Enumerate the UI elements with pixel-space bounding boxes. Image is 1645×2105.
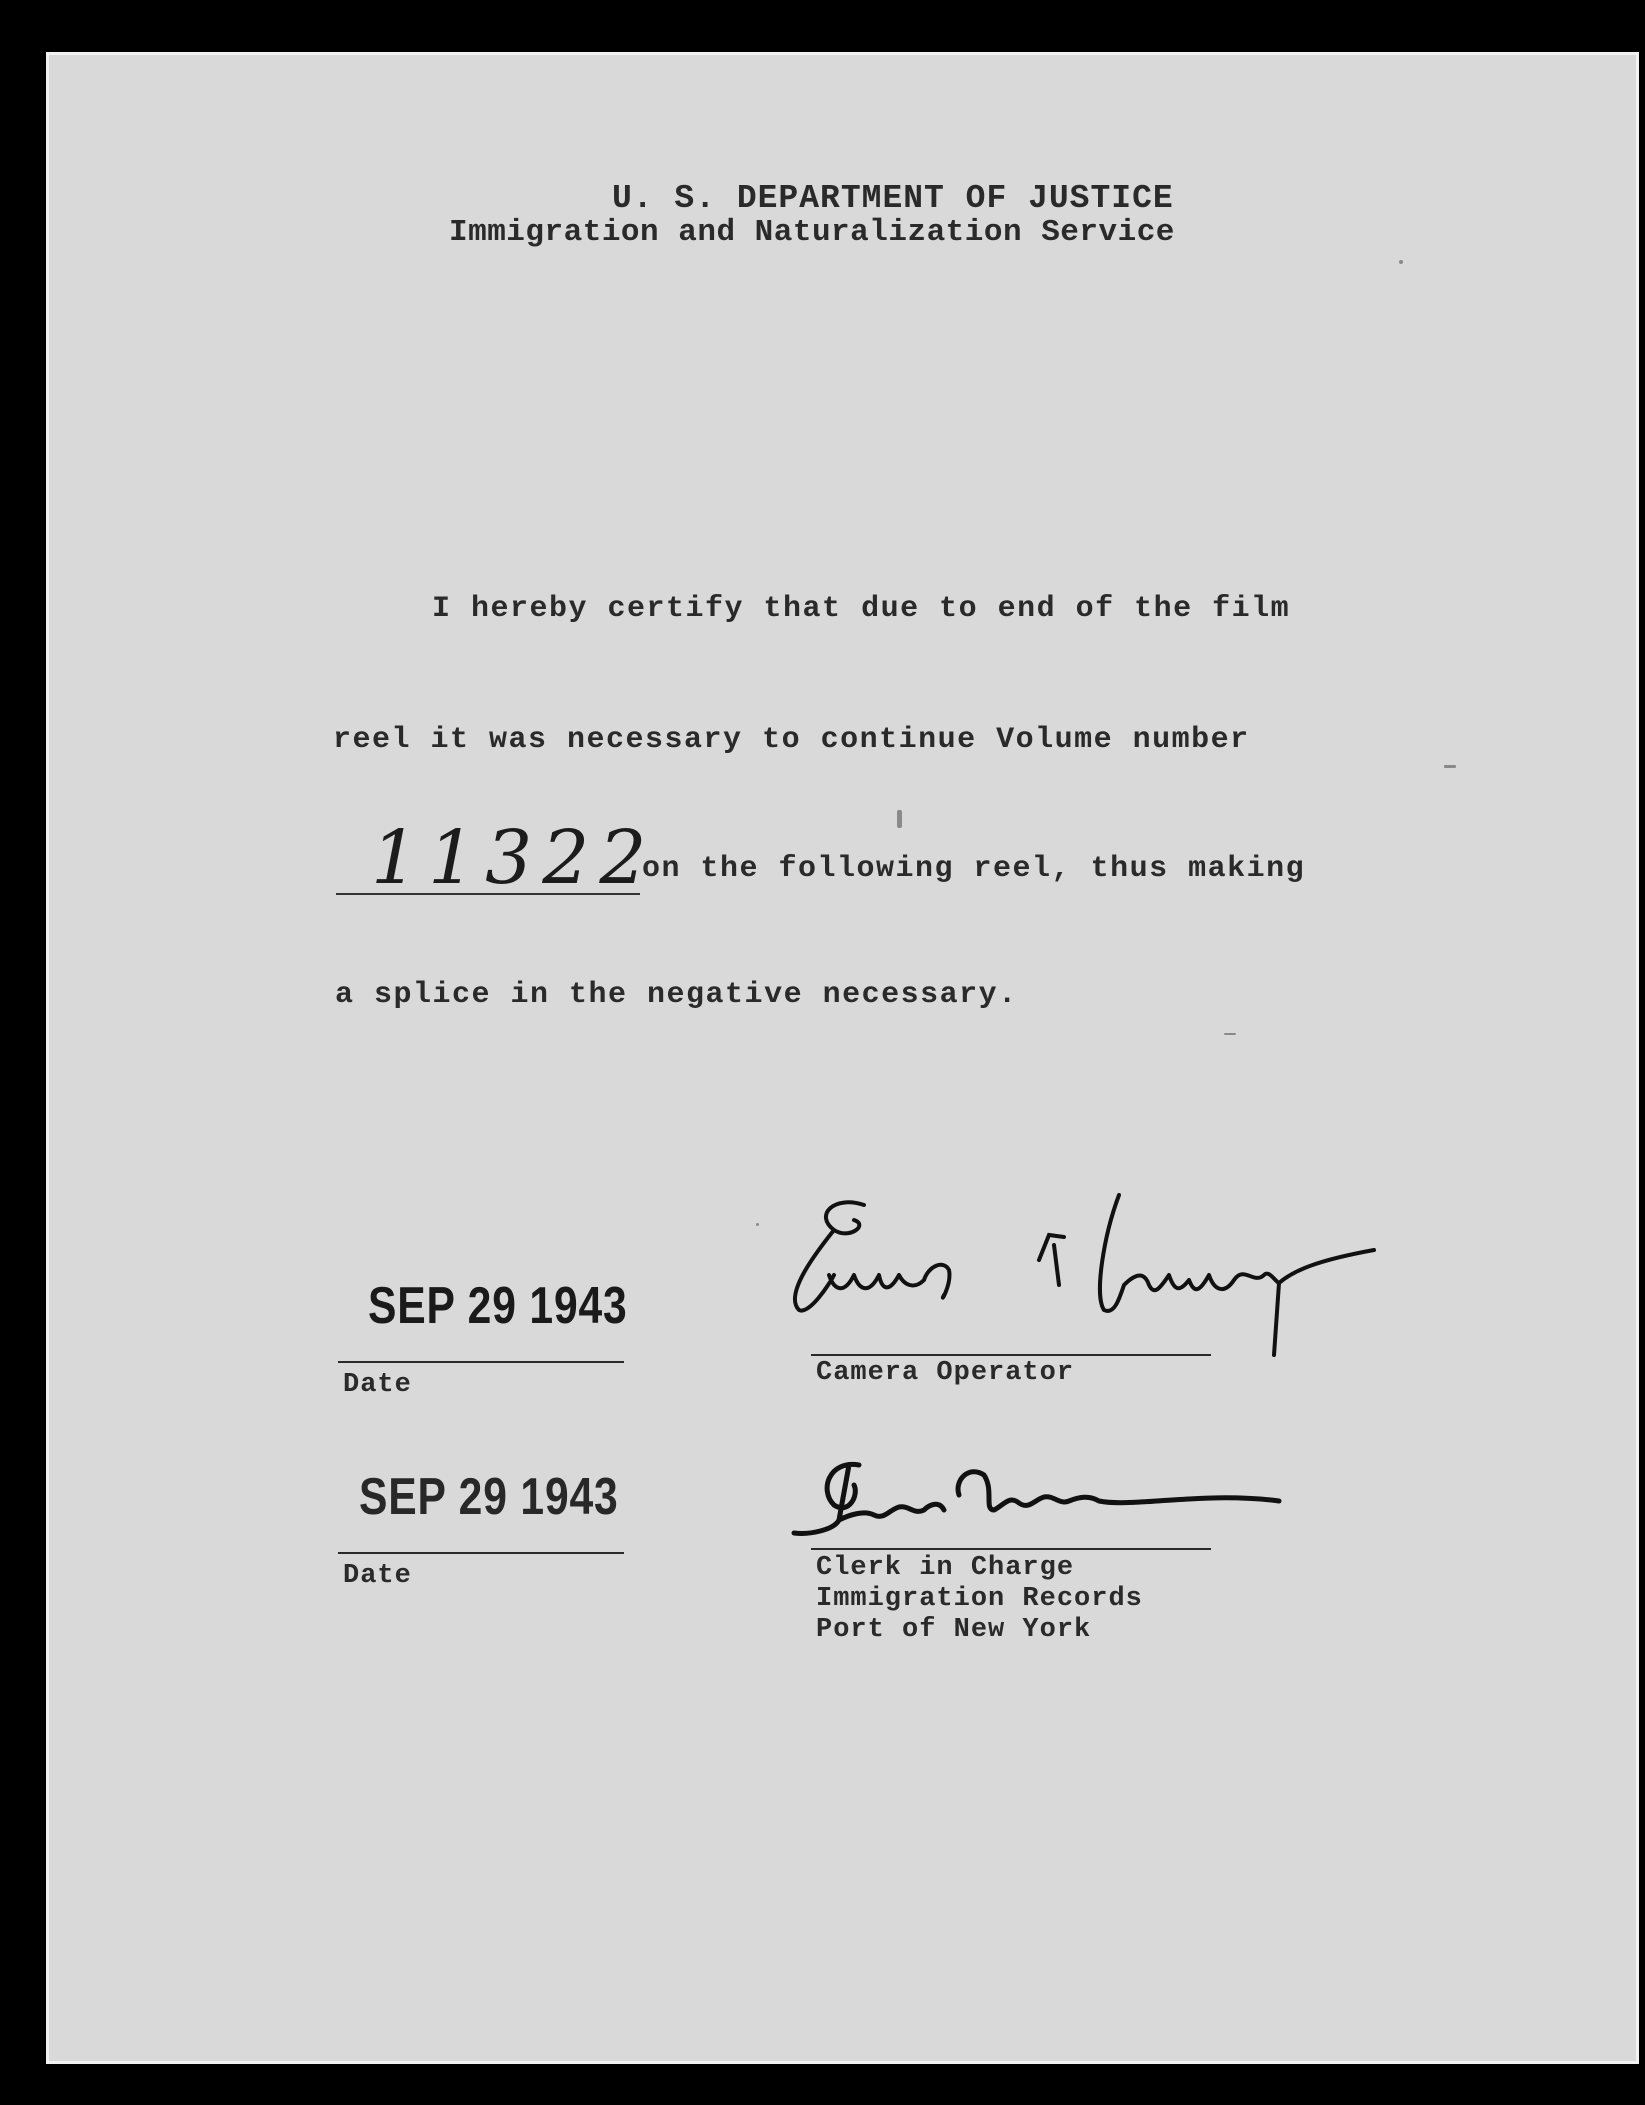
clerk-rule bbox=[811, 1548, 1211, 1550]
date-stamp-2: SEP 29 1943 bbox=[359, 1468, 619, 1526]
volume-number-handwritten: 11322 bbox=[371, 815, 657, 901]
scan-speck bbox=[1224, 1033, 1236, 1035]
clerk-title-line-1: Clerk in Charge bbox=[816, 1553, 1075, 1583]
agency-title: U. S. DEPARTMENT OF JUSTICE bbox=[612, 180, 1174, 217]
date-2-label: Date bbox=[343, 1561, 412, 1591]
certificate-line-2: reel it was necessary to continue Volume number bbox=[333, 723, 1250, 757]
date-stamp-1: SEP 29 1943 bbox=[368, 1277, 628, 1335]
scan-speck bbox=[756, 1223, 759, 1226]
scan-speck bbox=[1444, 765, 1456, 768]
date-1-rule bbox=[338, 1361, 624, 1363]
clerk-title-line-2: Immigration Records bbox=[816, 1584, 1143, 1614]
document-page bbox=[46, 52, 1639, 2064]
clerk-title-line-3: Port of New York bbox=[816, 1615, 1092, 1645]
camera-operator-rule bbox=[811, 1354, 1211, 1356]
volume-number-blank bbox=[336, 815, 657, 901]
camera-operator-signature bbox=[774, 1175, 1384, 1375]
scan-speck bbox=[1399, 260, 1403, 264]
certificate-line-1: I hereby certify that due to end of the film bbox=[432, 592, 1291, 626]
certificate-line-4: a splice in the negative necessary. bbox=[335, 978, 1018, 1012]
camera-operator-title: Camera Operator bbox=[816, 1358, 1075, 1388]
date-2-rule bbox=[338, 1552, 624, 1554]
clerk-signature bbox=[789, 1435, 1309, 1545]
date-1-label: Date bbox=[343, 1370, 412, 1400]
certificate-line-3: on the following reel, thus making bbox=[642, 852, 1306, 886]
scan-speck bbox=[897, 810, 902, 828]
agency-subtitle: Immigration and Naturalization Service bbox=[449, 215, 1175, 250]
